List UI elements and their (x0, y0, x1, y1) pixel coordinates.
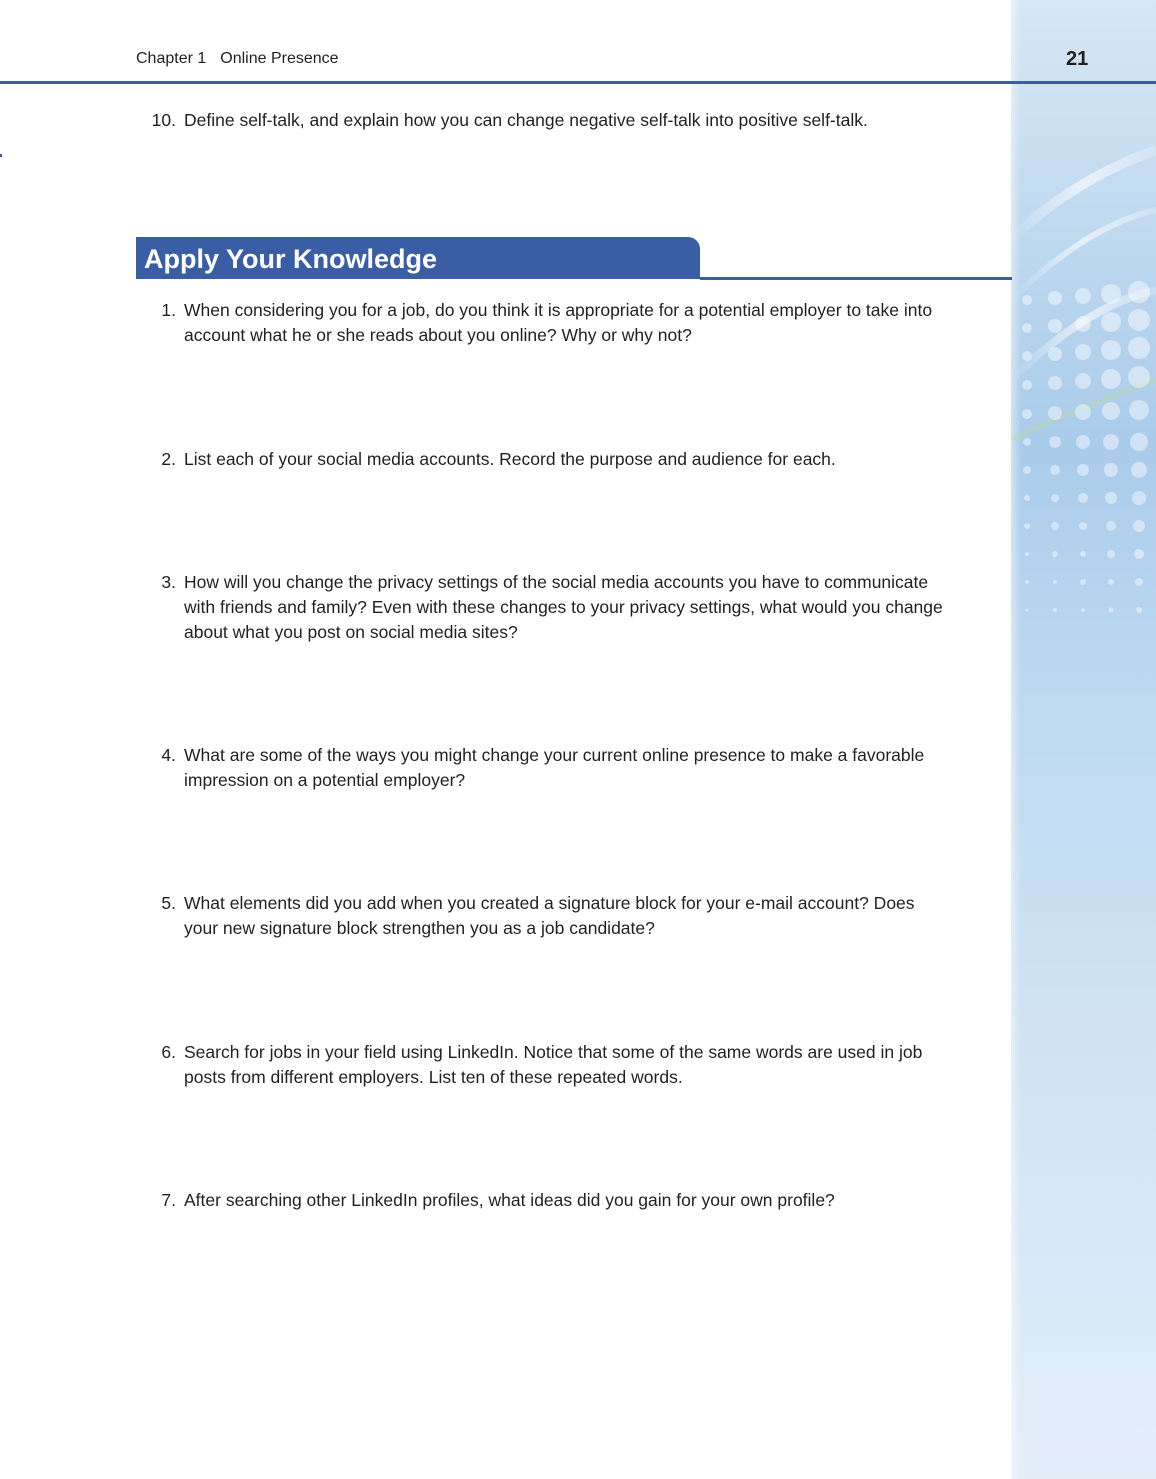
page-number: 21 (1066, 48, 1089, 70)
apply-item (136, 298, 946, 348)
item-number: 7. (161, 1190, 176, 1210)
item-number: 6. (161, 1042, 176, 1062)
section-heading-tab (136, 237, 700, 279)
review-item-10 (136, 108, 946, 133)
decorative-sidebar (1011, 0, 1156, 1479)
item-number: 10. (151, 110, 176, 130)
item-text: Define self-talk, and explain how you can change negative self-talk into positive self-talk. (184, 110, 868, 130)
item-number: 4. (161, 745, 176, 765)
item-number: 1. (161, 300, 176, 320)
apply-item (136, 1188, 946, 1213)
apply-item (136, 570, 946, 645)
item-text: What elements did you add when you created a signature block for your e-mail account? Does your new signature block strengthen you as a job candidate? (184, 893, 915, 938)
section-rule (700, 277, 1012, 280)
item-number: 3. (161, 572, 176, 592)
apply-item (136, 447, 946, 472)
margin-mark (0, 154, 2, 157)
item-number: 2. (161, 449, 176, 469)
item-number: 5. (161, 893, 176, 913)
chapter-title: Online Presence (220, 50, 339, 67)
apply-item (136, 1040, 946, 1090)
sidebar-wave-pattern (1011, 0, 1156, 1479)
item-text: After searching other LinkedIn profiles, what ideas did you gain for your own profile? (184, 1190, 835, 1210)
section-title: Apply Your Knowledge (144, 244, 438, 274)
chapter-label: Chapter 1 (136, 50, 207, 67)
header-rule (0, 81, 1156, 84)
item-text: When considering you for a job, do you think it is appropriate for a potential employer to take into account what he or she reads about you online? Why or why not? (184, 300, 933, 345)
item-text: List each of your social media accounts. Record the purpose and audience for each. (184, 449, 836, 469)
item-text: How will you change the privacy settings of the social media accounts you have to communicate with friends and family? Even with these changes to your privacy settings, what would you change about what you post on social media sites? (184, 572, 943, 642)
sidebar-dot-grid (1022, 281, 1150, 613)
running-head (136, 50, 339, 68)
item-text: What are some of the ways you might change your current online presence to make a favorable impression on a potential employer? (184, 745, 925, 790)
apply-item (136, 891, 946, 941)
item-text: Search for jobs in your field using LinkedIn. Notice that some of the same words are used in job posts from different employers. List ten of these repeated words. (184, 1042, 923, 1087)
apply-item (136, 743, 946, 793)
